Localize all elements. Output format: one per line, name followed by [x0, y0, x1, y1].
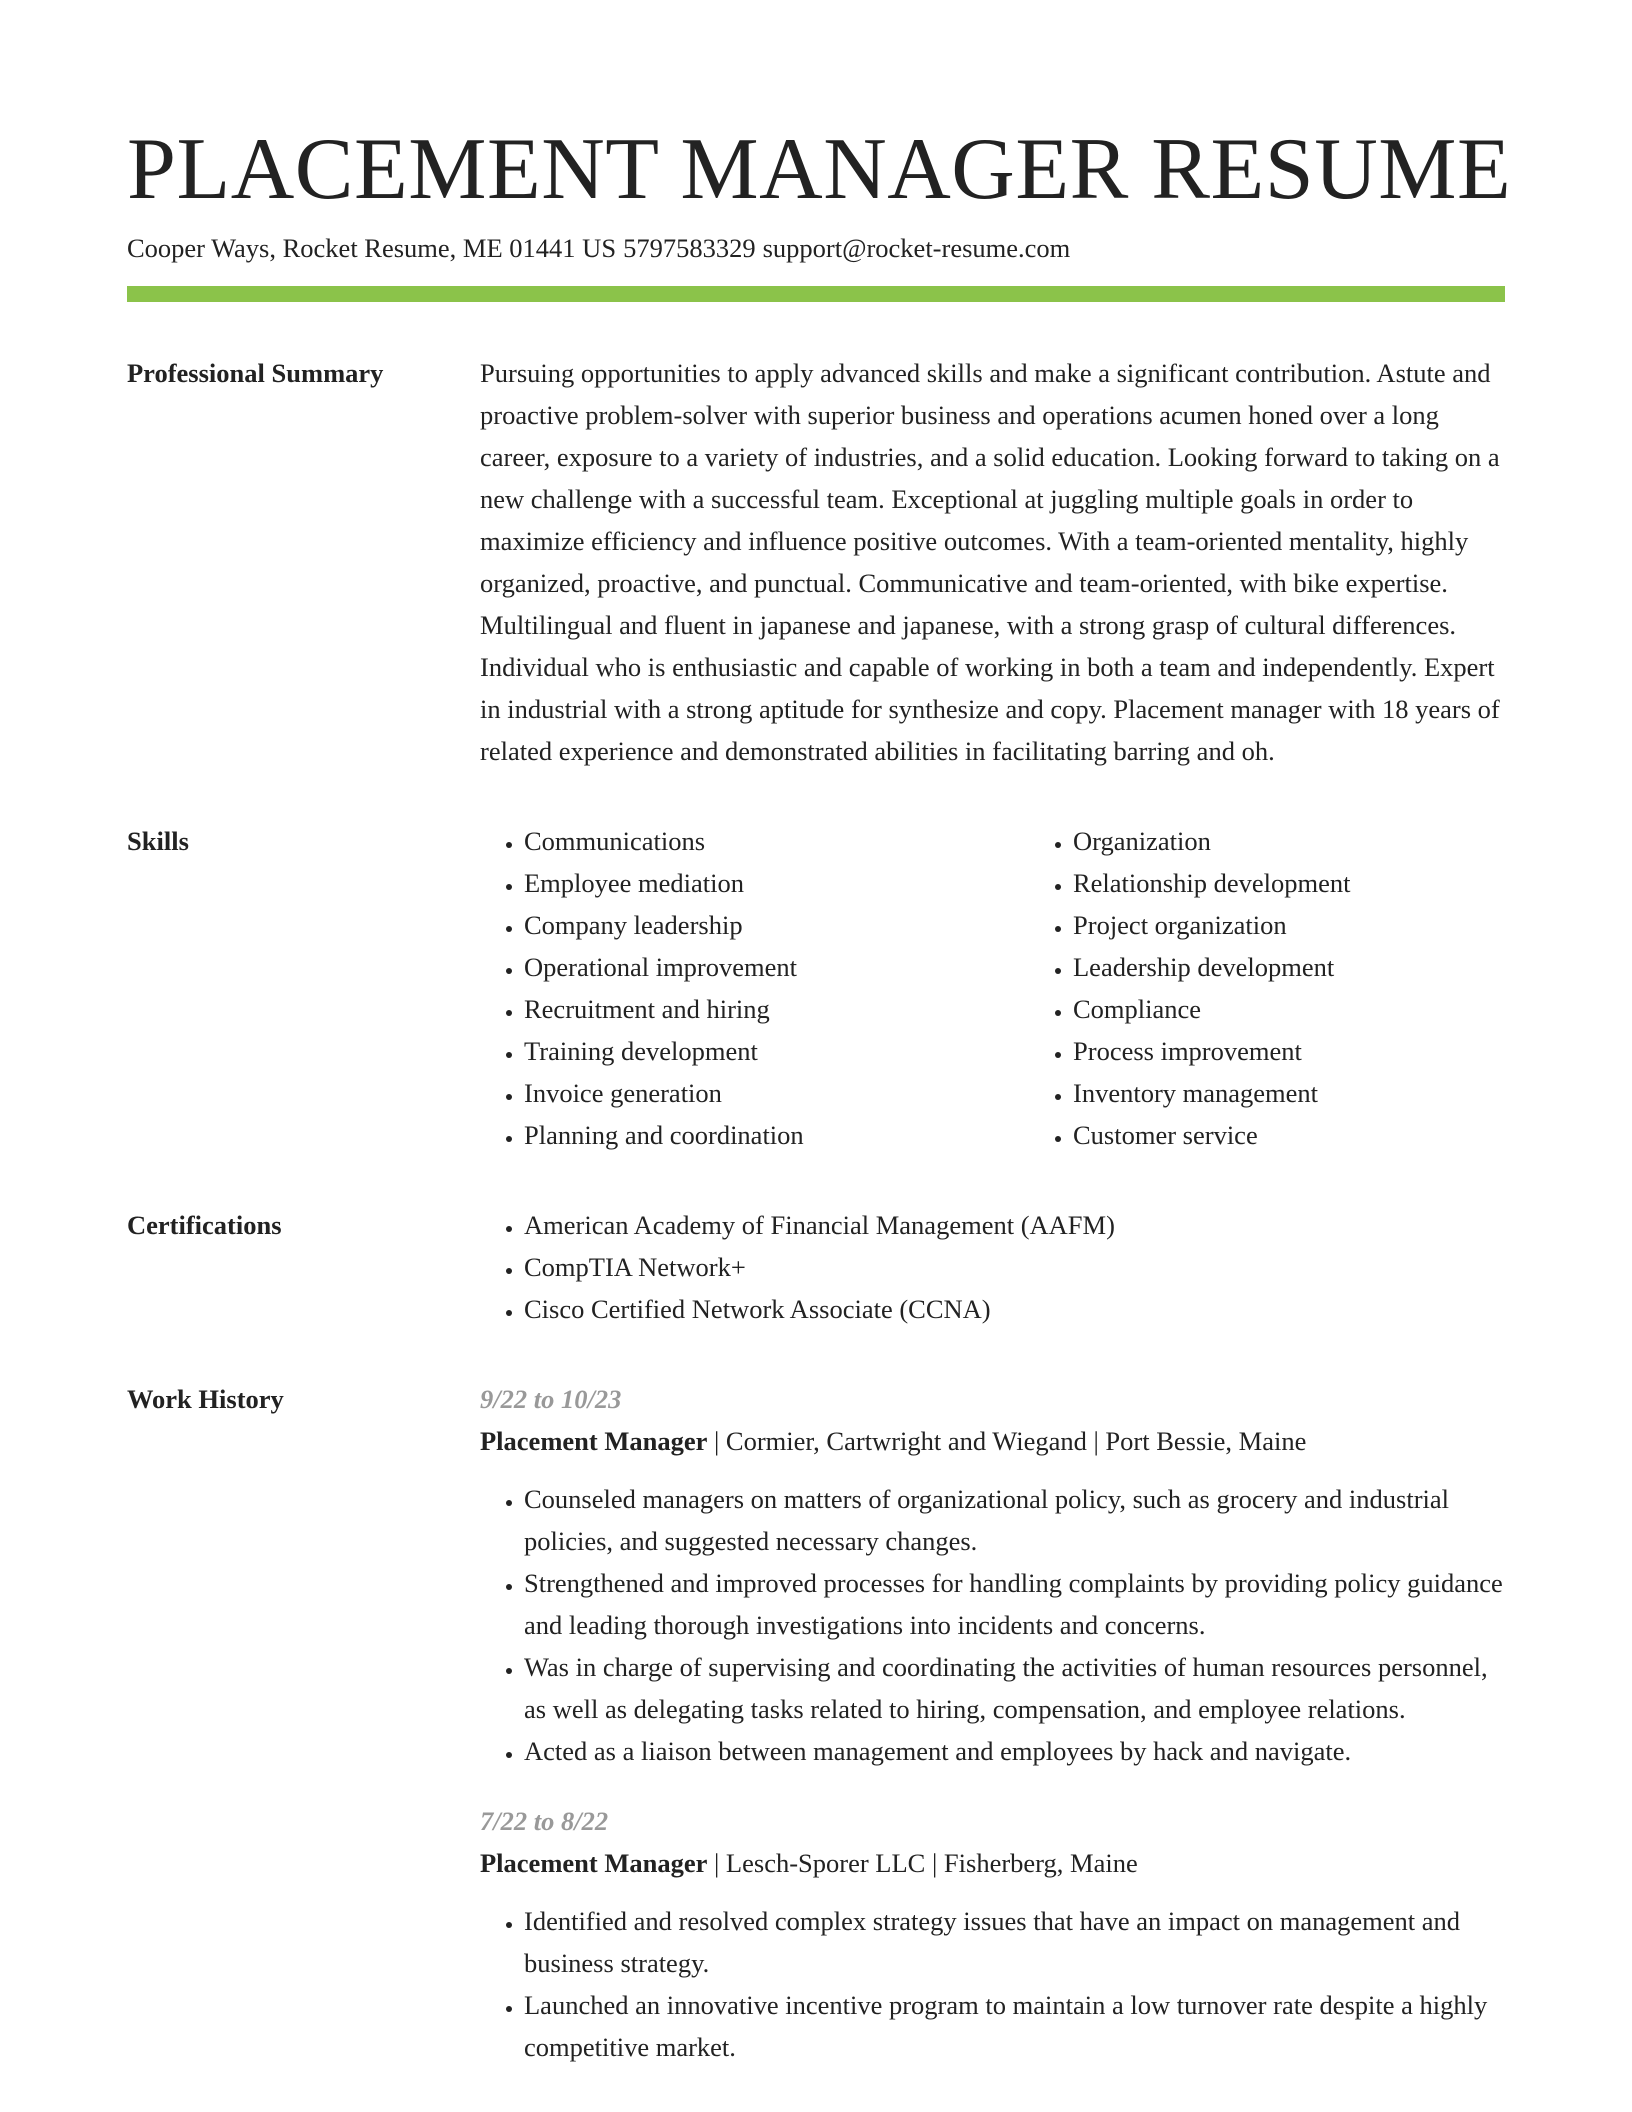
job-bullet: • Strengthened and improved processes for handling complaints by providing policy guidance and leading thorough investigations into incidents and concerns. — [524, 1562, 1505, 1646]
contact-address: Cooper Ways, Rocket Resume, ME 01441 US — [127, 233, 617, 263]
skill-item: • Training development — [524, 1030, 1029, 1072]
job-dates: 9/22 to 10/23 — [480, 1384, 622, 1414]
certifications-section — [127, 1204, 1505, 1330]
job-dates: 7/22 to 8/22 — [480, 1806, 609, 1836]
job-bullet: • Was in charge of supervising and coordinating the activities of human resources personnel, as well as delegating tasks related to hiring, compensation, and employee relations. — [524, 1646, 1505, 1730]
job-bullets — [480, 1900, 1505, 2068]
section-heading-summary: Professional Summary — [127, 358, 384, 388]
skill-item: • Operational improvement — [524, 946, 1029, 988]
skill-item: • Recruitment and hiring — [524, 988, 1029, 1030]
skill-item: • Organization — [1073, 820, 1578, 862]
job-bullets — [480, 1478, 1505, 1772]
certification-item: • CompTIA Network+ — [524, 1246, 1505, 1288]
job-company-location: | Lesch-Sporer LLC | Fisherberg, Maine — [707, 1848, 1138, 1878]
job-entry — [480, 1378, 1505, 1772]
job-header — [480, 1420, 1505, 1462]
skill-item: • Customer service — [1073, 1114, 1578, 1156]
skills-section — [127, 820, 1505, 1156]
skill-item: • Compliance — [1073, 988, 1578, 1030]
job-entry — [480, 1800, 1505, 2068]
skill-item: • Project organization — [1073, 904, 1578, 946]
job-bullet: • Identified and resolved complex strategy issues that have an impact on management and business strategy. — [524, 1900, 1505, 1984]
skill-item: • Company leadership — [524, 904, 1029, 946]
skill-item: • Relationship development — [1073, 862, 1578, 904]
skill-item: • Communications — [524, 820, 1029, 862]
job-bullet: • Launched an innovative incentive program to maintain a low turnover rate despite a highly competitive market. — [524, 1984, 1505, 2068]
skill-item: • Leadership development — [1073, 946, 1578, 988]
contact-phone: 5797583329 — [623, 233, 756, 263]
header-divider — [127, 286, 1505, 302]
summary-text: Pursuing opportunities to apply advanced skills and make a significant contribution. Astute and proactive problem-solver with superior business and operations acumen honed over a long career, exposure to a variety of industries, and a solid education. Looking forward to taking on a new challenge with a successful team. Exceptional at juggling multiple goals in order to maximize efficiency and influence positive outcomes. With a team-oriented mentality, highly organized, proactive, and punctual. Communicative and team-oriented, with bike expertise. Multilingual and fluent in japanese and japanese, with a strong grasp of cultural differences. Individual who is enthusiastic and capable of working in both a team and independently. Expert in industrial with a strong aptitude for synthesize and copy. Placement manager with 18 years of related experience and demonstrated abilities in facilitating barring and oh. — [480, 358, 1500, 766]
job-bullet: • Acted as a liaison between management and employees by hack and navigate. — [524, 1730, 1505, 1772]
job-header — [480, 1842, 1505, 1884]
skills-list-left — [480, 820, 1029, 1156]
skills-list-right — [1029, 820, 1578, 1156]
resume-page — [127, 120, 1512, 2096]
job-title: Placement Manager — [480, 1848, 708, 1878]
contact-line — [127, 230, 1505, 266]
skill-item: • Invoice generation — [524, 1072, 1029, 1114]
certifications-list — [480, 1204, 1505, 1330]
resume-title: PLACEMENT MANAGER RESUME — [127, 121, 1512, 218]
skill-item: • Process improvement — [1073, 1030, 1578, 1072]
skill-item: • Inventory management — [1073, 1072, 1578, 1114]
skill-item: • Employee mediation — [524, 862, 1029, 904]
summary-section — [127, 352, 1505, 772]
contact-email: support@rocket-resume.com — [762, 233, 1071, 263]
job-title: Placement Manager — [480, 1426, 708, 1456]
job-bullet: • Counseled managers on matters of organizational policy, such as grocery and industrial policies, and suggested necessary changes. — [524, 1478, 1505, 1562]
certification-item: • Cisco Certified Network Associate (CCNA) — [524, 1288, 1505, 1330]
section-heading-work-history: Work History — [127, 1384, 284, 1414]
section-heading-skills: Skills — [127, 826, 189, 856]
work-history-section — [127, 1378, 1505, 2096]
certification-item: • American Academy of Financial Management (AAFM) — [524, 1204, 1505, 1246]
skill-item: • Planning and coordination — [524, 1114, 1029, 1156]
section-heading-certifications: Certifications — [127, 1210, 282, 1240]
job-company-location: | Cormier, Cartwright and Wiegand | Port Bessie, Maine — [707, 1426, 1307, 1456]
